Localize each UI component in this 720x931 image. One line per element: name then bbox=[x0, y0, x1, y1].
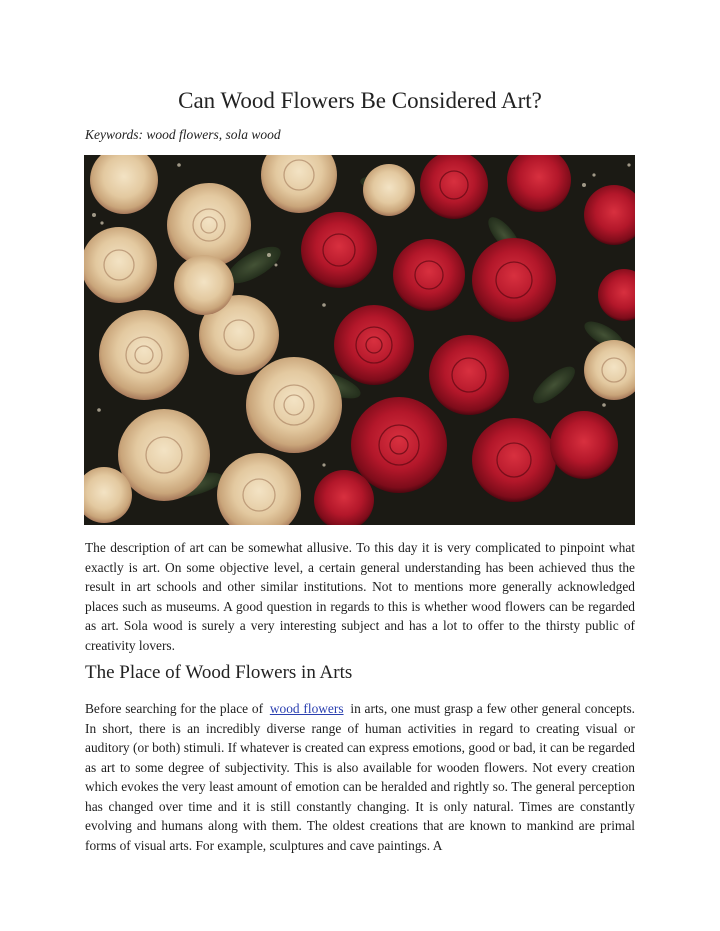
roses-illustration bbox=[84, 155, 635, 525]
keywords-line: Keywords: wood flowers, sola wood bbox=[85, 127, 281, 142]
page-title: Can Wood Flowers Be Considered Art? bbox=[178, 88, 542, 113]
paragraph-text-start: Before searching for the place of bbox=[85, 701, 264, 716]
paragraph-text-end: in arts, one must grasp a few other general concepts. In short, there is an incredibly diverse range of human activities in regard to creating visual or auditory (or both) stimuli. If whatever is created can express emotions, good or bad, it can be regarded as art to some degree of subjectivity. This is also available for wooden flowers. Not every creation which evokes the very least amount of emotion can be heralded and rightly so. The general perception has changed over time and it is still constantly changing. It is only natural. Times are constantly evolving and humans along with them. The oldest creations that are known to mankind are primal forms of visual arts. For example, sculptures and cave paintings. A bbox=[85, 701, 636, 853]
section-heading: The Place of Wood Flowers in Arts bbox=[85, 662, 353, 683]
roses-photo bbox=[84, 155, 635, 525]
body-paragraph bbox=[85, 699, 635, 855]
wood-flowers-link[interactable]: wood flowers bbox=[269, 701, 344, 716]
intro-paragraph: The description of art can be somewhat allusive. To this day it is very complicated to pinpoint what exactly is art. On some objective level, a certain general understanding has been achieved thus the result in art schools and other similar institutions. Not to mentions more generally acknowledged places such as museums. A good question in regards to this is whether wood flowers can be regarded as art. Sola wood is surely a very interesting subject and has a lot to offer to the thirsty public of creativity lovers. bbox=[85, 540, 635, 653]
